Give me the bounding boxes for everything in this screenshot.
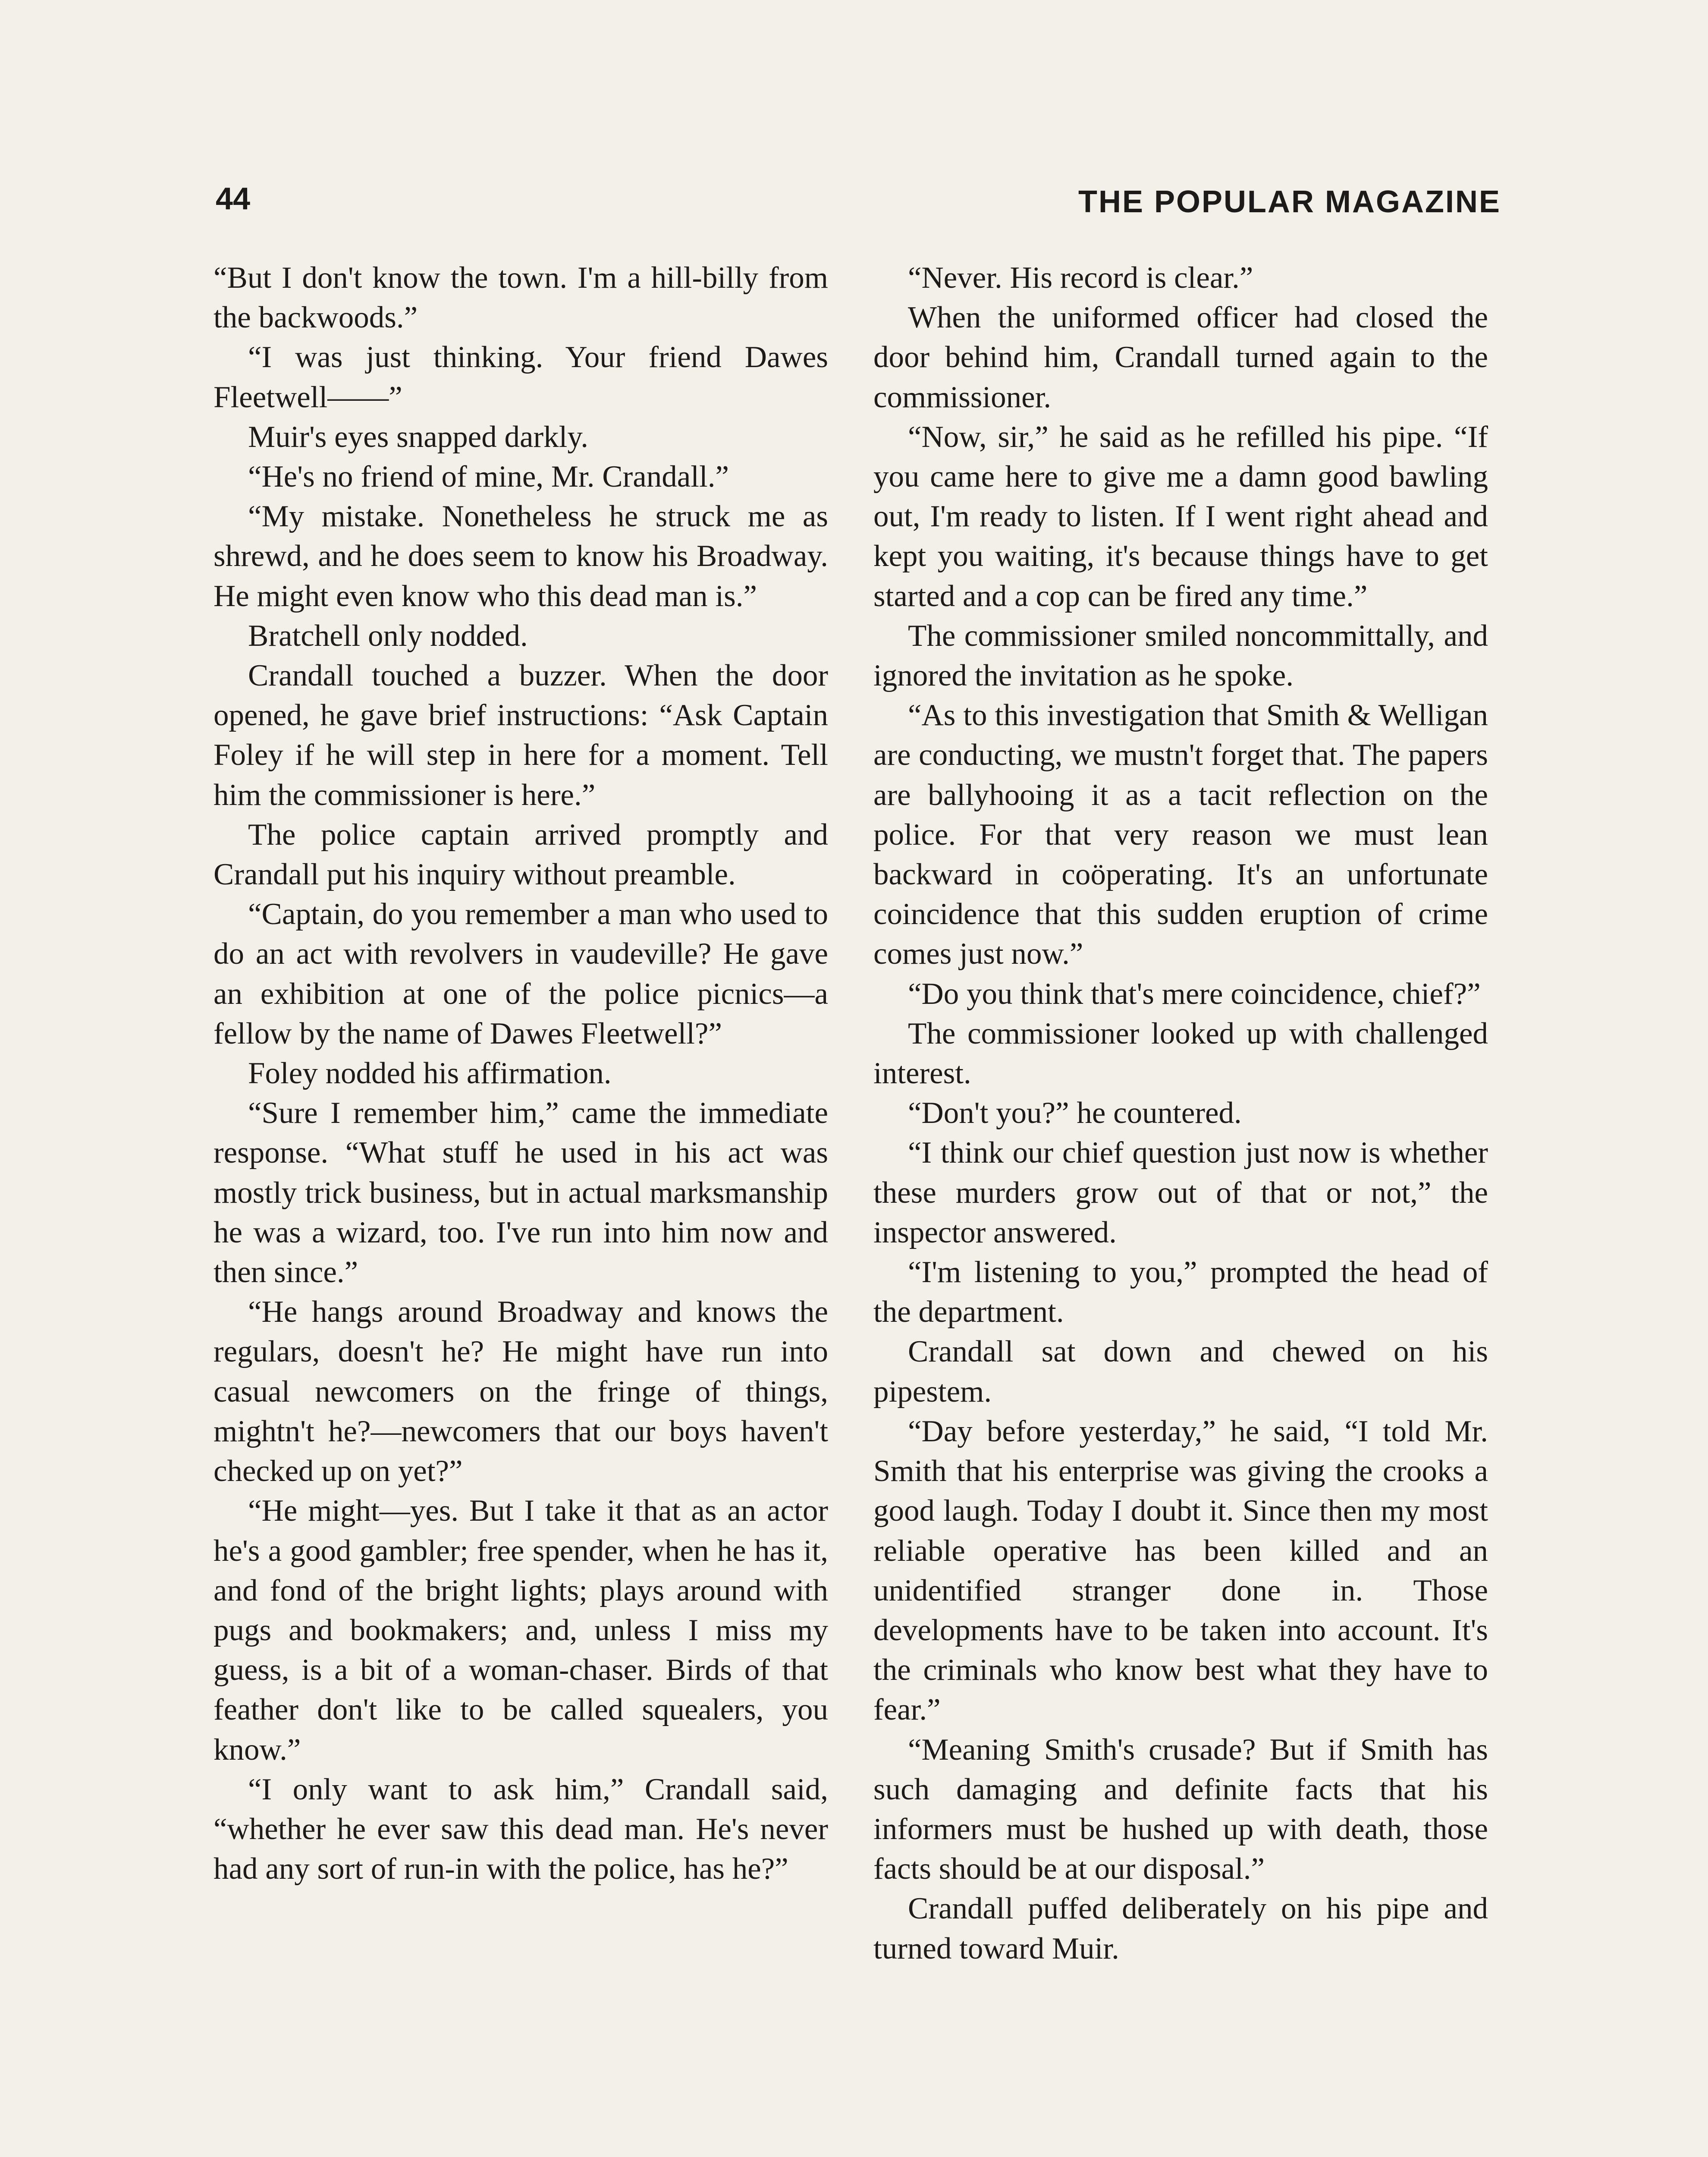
paragraph: The commissioner smiled noncommittally, and ignored the invitation as he spoke. — [873, 619, 1488, 693]
paragraph: “Never. His record is clear.” — [908, 261, 1253, 295]
paragraph: “Captain, do you remember a man who used to do an act with revolvers in vaudeville? He gave an exhibition at one of the police picnics—a fellow by the name of Dawes Fleetwell?” — [214, 897, 828, 1050]
paragraph: “Do you think that's mere coincidence, chief?” — [908, 977, 1481, 1011]
paragraph: “I'm listening to you,” prompted the head of the department. — [873, 1255, 1488, 1329]
paragraph: “He might—yes. But I take it that as an actor he's a good gambler; free spender, when he has it, and fond of the bright lights; plays around with pugs and bookmakers; and, unless I miss my guess, is a bit of a woman-chaser. Birds of that feather don't like to be called squealers, you know.” — [214, 1494, 828, 1767]
paragraph: Crandall touched a buzzer. When the door opened, he gave brief instructions: “Ask Captain Foley if he will step in here for a moment. Tell him the commissioner is here.” — [214, 659, 828, 812]
paragraph: Foley nodded his affirmation. — [248, 1056, 612, 1091]
paragraph: Muir's eyes snapped darkly. — [248, 420, 589, 454]
paragraph: “Don't you?” he countered. — [908, 1096, 1242, 1130]
paragraph: When the uniformed officer had closed the door behind him, Crandall turned again to the commissioner. — [873, 301, 1488, 414]
paragraph: Crandall puffed deliberately on his pipe and turned toward Muir. — [873, 1892, 1488, 1965]
paragraph: The commissioner looked up with challenged interest. — [873, 1016, 1488, 1091]
paragraph: “Meaning Smith's crusade? But if Smith has such damaging and definite facts that his informers must be hushed up with death, those facts should be at our disposal.” — [873, 1733, 1488, 1886]
paragraph: “But I don't know the town. I'm a hill-billy from the backwoods.” — [214, 261, 828, 335]
paragraph: “My mistake. Nonetheless he struck me as shrewd, and he does seem to know his Broadway. He might even know who this dead man is.” — [214, 500, 828, 613]
paragraph: “As to this investigation that Smith & Welligan are conducting, we mustn't forget that. The papers are ballyhooing it as a tacit reflection on the police. For that very reason we must lean backward in coöperating. It's an unfortunate coincidence that this sudden eruption of crime comes just now.” — [873, 698, 1488, 971]
paragraph: Bratchell only nodded. — [248, 619, 528, 653]
paragraph: The police captain arrived promptly and Crandall put his inquiry without preamble. — [214, 818, 828, 892]
paragraph: “Sure I remember him,” came the immediate response. “What stuff he used in his act was mostly trick business, but in actual marksmanship he was a wizard, too. I've run into him now and then since.” — [214, 1096, 828, 1289]
page-number: 44 — [216, 182, 251, 216]
left-column — [214, 258, 828, 1889]
paragraph: “I think our chief question just now is whether these murders grow out of that or not,” the inspector answered. — [873, 1136, 1488, 1249]
paragraph: “I was just thinking. Your friend Dawes Fleetwell——” — [214, 340, 828, 414]
paragraph: “I only want to ask him,” Crandall said, “whether he ever saw this dead man. He's never had any sort of run-in with the police, has he?” — [214, 1772, 828, 1886]
paragraph: “He hangs around Broadway and knows the regulars, doesn't he? He might have run into casual newcomers on the fringe of things, mightn't he?—newcomers that our boys haven't checked up on yet?” — [214, 1295, 828, 1488]
right-column — [873, 258, 1488, 1968]
paragraph: “Day before yesterday,” he said, “I told Mr. Smith that his enterprise was giving the crooks a good laugh. Today I doubt it. Since then my most reliable operative has been killed and an unidentified stranger done in. Those developments have to be taken into account. It's the criminals who know best what they have to fear.” — [873, 1414, 1488, 1727]
paragraph: “He's no friend of mine, Mr. Crandall.” — [248, 460, 729, 494]
paragraph: “Now, sir,” he said as he refilled his pipe. “If you came here to give me a damn good bawling out, I'm ready to listen. If I went right ahead and kept you waiting, it's because things have to get started and a cop can be fired any time.” — [873, 420, 1488, 613]
paragraph: Crandall sat down and chewed on his pipestem. — [873, 1335, 1488, 1409]
running-head: THE POPULAR MAGAZINE — [1078, 185, 1501, 219]
